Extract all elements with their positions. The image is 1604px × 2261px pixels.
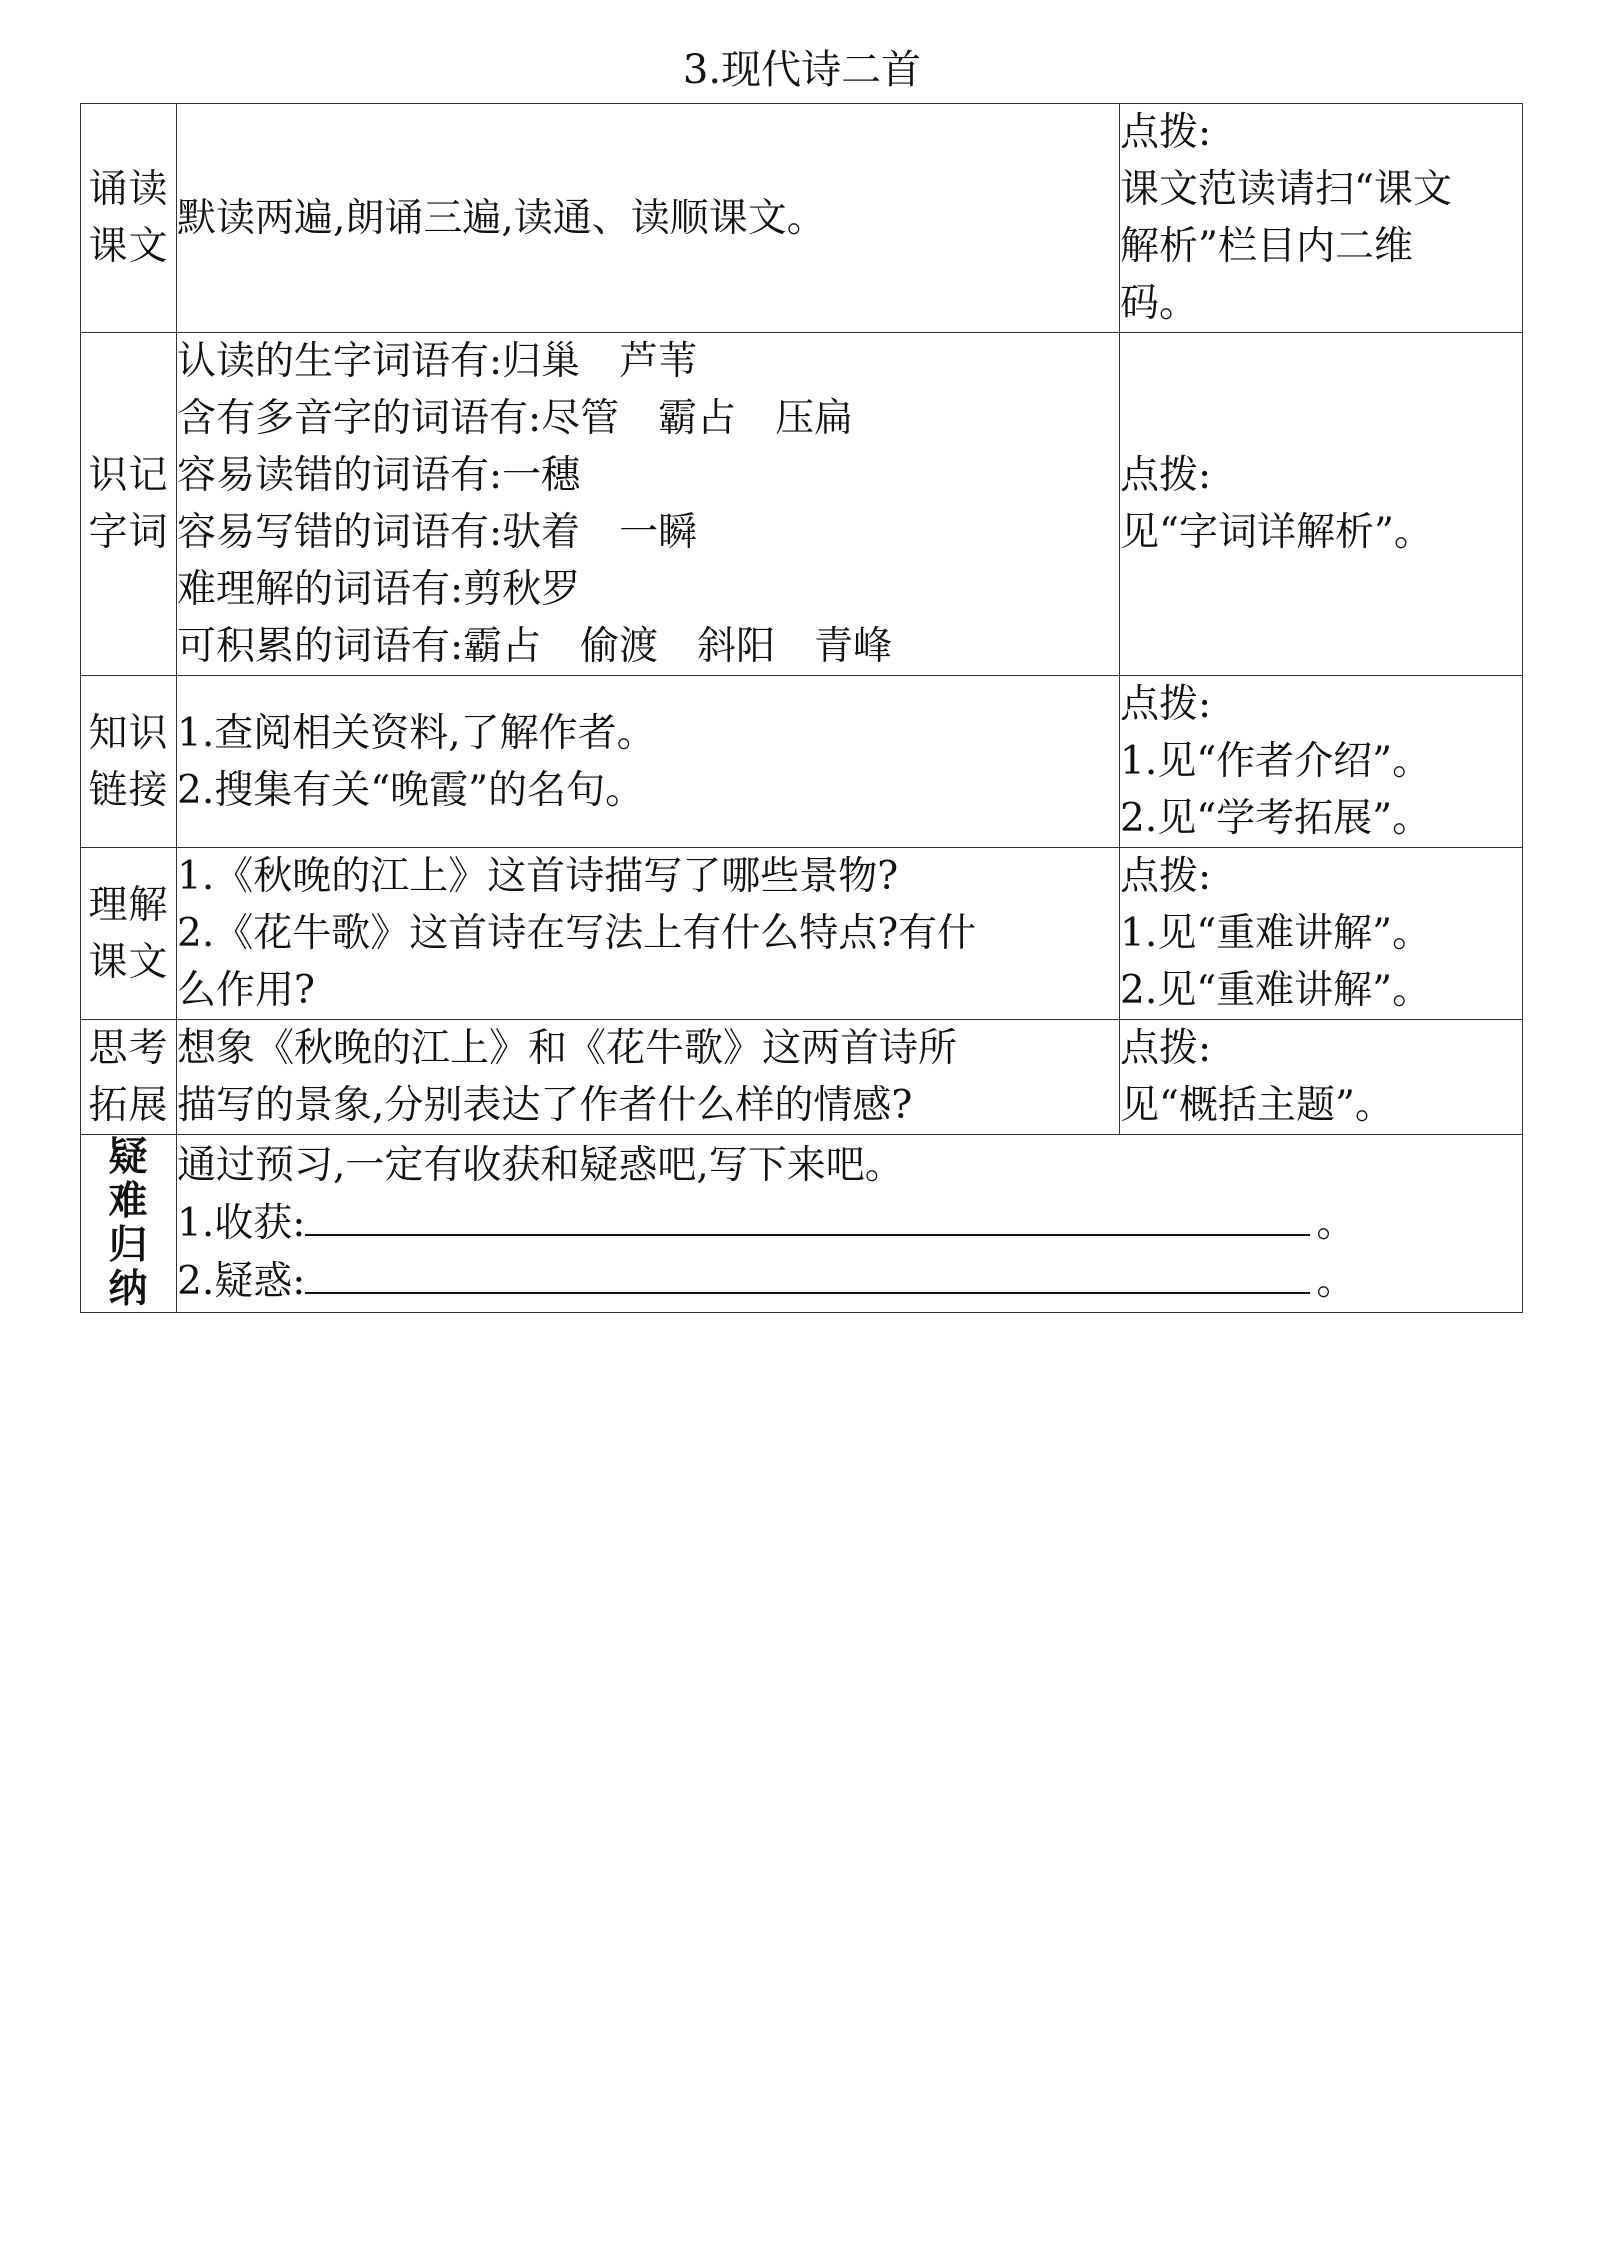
gain-line: 1.收获: 。: [177, 1194, 1522, 1252]
row-hint: 点拨: 见“概括主题”。: [1120, 1020, 1523, 1135]
doubt-blank[interactable]: [305, 1252, 1310, 1294]
gain-blank[interactable]: [305, 1194, 1310, 1236]
table-row-knowledge: [81, 676, 1523, 848]
table-row-summary: [81, 1135, 1523, 1313]
row-label: 诵读 课文: [81, 104, 177, 333]
doubt-line: 2.疑惑: 。: [177, 1252, 1522, 1310]
page-title: 3.现代诗二首: [682, 47, 922, 93]
row-label: 思考 拓展: [81, 1020, 177, 1135]
row-label: 知识 链接: [81, 676, 177, 848]
row-hint: 点拨: 1.见“重难讲解”。 2.见“重难讲解”。: [1120, 848, 1523, 1020]
row-hint: 点拨: 课文范读请扫“课文 解析”栏目内二维 码。: [1120, 104, 1523, 333]
row-content: 默读两遍,朗诵三遍,读通、读顺课文。: [177, 104, 1120, 333]
row-content: 想象《秋晚的江上》和《花牛歌》这两首诗所 描写的景象,分别表达了作者什么样的情感?: [177, 1020, 1120, 1135]
table-row-understand: [81, 848, 1523, 1020]
row-content: 1.《秋晚的江上》这首诗描写了哪些景物? 2.《花牛歌》这首诗在写法上有什么特点?有什 么作用?: [177, 848, 1120, 1020]
row-hint: 点拨: 1.见“作者介绍”。 2.见“学考拓展”。: [1120, 676, 1523, 848]
table-row-vocabulary: [81, 333, 1523, 676]
preview-table: [80, 103, 1523, 1313]
row-content: 通过预习,一定有收获和疑惑吧,写下来吧。 1.收获: 。 2.疑惑: 。: [177, 1135, 1523, 1313]
table-row-think: [81, 1020, 1523, 1135]
table-row-recite: [81, 104, 1523, 333]
row-label: 疑 难 归 纳: [81, 1135, 177, 1313]
row-hint: 点拨: 见“字词详解析”。: [1120, 333, 1523, 676]
row-label: 理解 课文: [81, 848, 177, 1020]
row-label: 识记 字词: [81, 333, 177, 676]
row-content: 认读的生字词语有:归巢 芦苇 含有多音字的词语有:尽管 霸占 压扁 容易读错的词语有:一穗 容易写错的词语有:驮着 一瞬 难理解的词语有:剪秋罗 可积累的词语有:霸占 偷渡 斜阳 青峰: [177, 333, 1120, 676]
row-content: 1.查阅相关资料,了解作者。 2.搜集有关“晚霞”的名句。: [177, 676, 1120, 848]
